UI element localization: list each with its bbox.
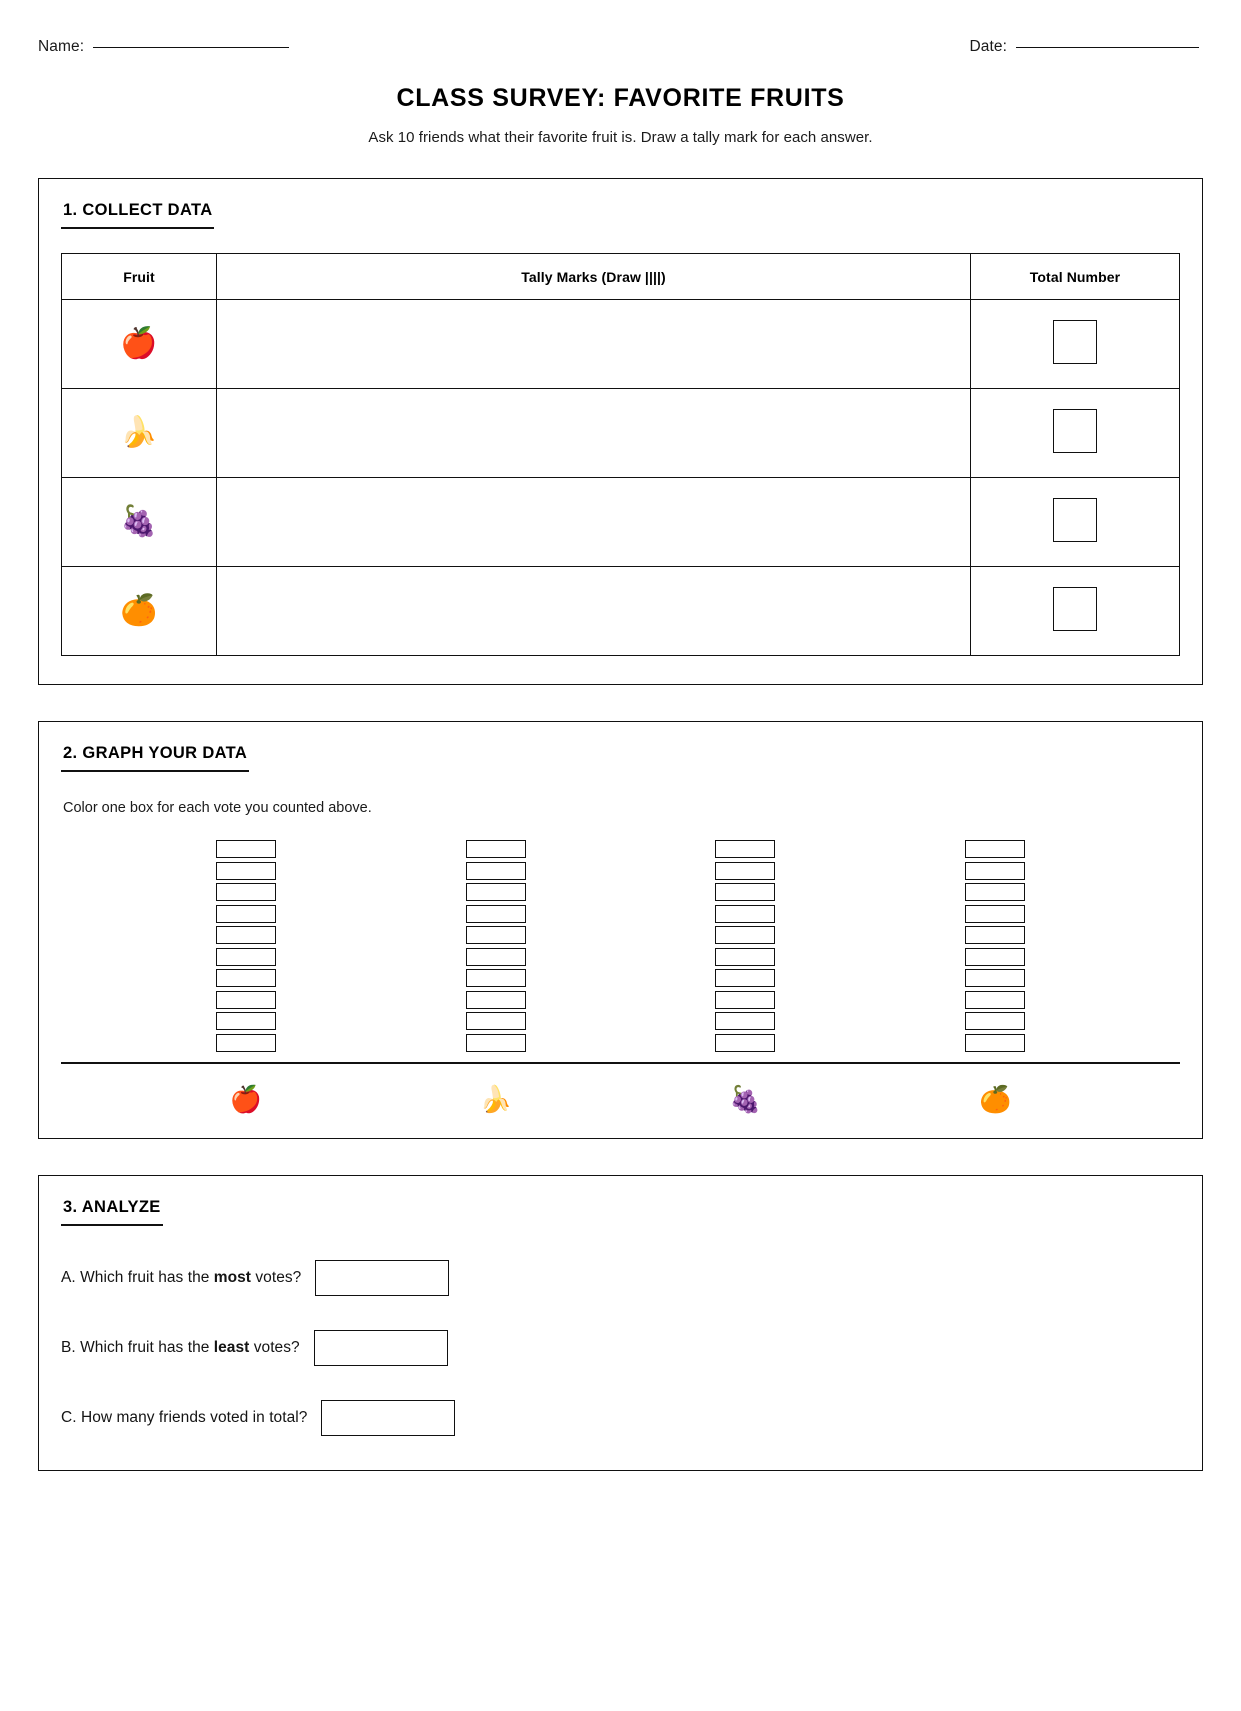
graph-box[interactable] <box>715 862 775 880</box>
question-b-text <box>61 1339 300 1357</box>
total-box-banana[interactable] <box>1053 409 1097 453</box>
apple-icon: 🍎 <box>120 327 158 360</box>
orange-icon: 🍊 <box>120 594 158 627</box>
graph-column-banana <box>466 840 526 1052</box>
graph-box[interactable] <box>466 948 526 966</box>
orange-icon: 🍊 <box>978 1083 1012 1114</box>
total-box-grapes[interactable] <box>1053 498 1097 542</box>
column-header-fruit: Fruit <box>62 254 217 300</box>
graph-box[interactable] <box>965 1012 1025 1030</box>
graph-box[interactable] <box>466 905 526 923</box>
graph-box[interactable] <box>715 1034 775 1052</box>
question-row-a <box>61 1260 1180 1296</box>
graph-box[interactable] <box>965 926 1025 944</box>
question-c-prefix: C. How many friends voted in total? <box>61 1408 308 1426</box>
graph-box[interactable] <box>965 991 1025 1009</box>
graph-box[interactable] <box>715 948 775 966</box>
graph-box[interactable] <box>216 1012 276 1030</box>
graph-box[interactable] <box>216 1034 276 1052</box>
question-row-c <box>61 1400 1180 1436</box>
graph-box[interactable] <box>715 926 775 944</box>
graph-box[interactable] <box>216 905 276 923</box>
question-a-emphasis: most <box>213 1268 252 1286</box>
graph-instruction: Color one box for each vote you counted above. <box>63 800 372 816</box>
date-write-line[interactable] <box>1016 46 1199 48</box>
graph-box[interactable] <box>466 862 526 880</box>
graph-box[interactable] <box>216 969 276 987</box>
apple-icon: 🍎 <box>229 1083 263 1114</box>
answer-box-b[interactable] <box>314 1330 448 1366</box>
grapes-icon: 🍇 <box>729 1083 762 1114</box>
table-row <box>62 478 1180 567</box>
grapes-icon: 🍇 <box>120 505 158 538</box>
question-a-suffix: votes? <box>251 1268 302 1286</box>
section-collect-heading: 1. COLLECT DATA <box>61 201 214 229</box>
graph-box[interactable] <box>216 926 276 944</box>
graph-box[interactable] <box>216 840 276 858</box>
banana-icon: 🍌 <box>479 1083 512 1114</box>
column-header-total: Total Number <box>971 254 1180 300</box>
table-row <box>62 389 1180 478</box>
section-analyze-heading: 3. ANALYZE <box>61 1198 163 1226</box>
graph-column-apple <box>216 840 276 1052</box>
tally-input-apple[interactable] <box>217 300 971 389</box>
graph-box[interactable] <box>466 840 526 858</box>
graph-axis-labels <box>61 1083 1180 1114</box>
graph-box[interactable] <box>216 991 276 1009</box>
graph-box[interactable] <box>965 883 1025 901</box>
graph-box[interactable] <box>715 969 775 987</box>
bar-graph-area <box>61 840 1180 1112</box>
graph-box[interactable] <box>965 948 1025 966</box>
fruit-cell-orange <box>62 567 217 656</box>
graph-box[interactable] <box>466 1012 526 1030</box>
table-row <box>62 300 1180 389</box>
graph-column-orange <box>965 840 1025 1052</box>
tally-input-orange[interactable] <box>217 567 971 656</box>
graph-box[interactable] <box>965 862 1025 880</box>
graph-box[interactable] <box>216 883 276 901</box>
graph-box[interactable] <box>466 1034 526 1052</box>
graph-box[interactable] <box>715 1012 775 1030</box>
table-row <box>62 567 1180 656</box>
graph-box[interactable] <box>965 905 1025 923</box>
question-b-prefix: B. Which fruit has the <box>61 1338 214 1356</box>
title-block <box>38 84 1203 146</box>
date-label: Date: <box>969 38 1007 55</box>
graph-box[interactable] <box>216 948 276 966</box>
page-title: CLASS SURVEY: FAVORITE FRUITS <box>396 84 845 112</box>
name-label: Name: <box>38 38 85 55</box>
question-a-prefix: A. Which fruit has the <box>61 1268 214 1286</box>
fruit-cell-apple <box>62 300 217 389</box>
fruit-cell-banana <box>62 389 217 478</box>
graph-box[interactable] <box>216 862 276 880</box>
graph-box[interactable] <box>965 1034 1025 1052</box>
banana-icon: 🍌 <box>120 416 158 449</box>
graph-box[interactable] <box>466 969 526 987</box>
answer-box-a[interactable] <box>315 1260 449 1296</box>
tally-input-grapes[interactable] <box>217 478 971 567</box>
tally-table <box>61 253 1180 656</box>
graph-box[interactable] <box>466 883 526 901</box>
page-subtitle: Ask 10 friends what their favorite fruit is. Draw a tally mark for each answer. <box>368 129 873 146</box>
total-box-orange[interactable] <box>1053 587 1097 631</box>
total-box-apple[interactable] <box>1053 320 1097 364</box>
graph-box[interactable] <box>715 883 775 901</box>
total-cell-orange <box>971 567 1180 656</box>
table-header-row <box>62 254 1180 300</box>
section-analyze <box>38 1175 1203 1471</box>
graph-box[interactable] <box>466 991 526 1009</box>
total-cell-grapes <box>971 478 1180 567</box>
graph-box[interactable] <box>715 991 775 1009</box>
graph-box[interactable] <box>965 840 1025 858</box>
question-row-b <box>61 1330 1180 1366</box>
graph-columns <box>61 840 1180 1052</box>
section-graph-heading: 2. GRAPH YOUR DATA <box>61 744 249 772</box>
answer-box-c[interactable] <box>321 1400 455 1436</box>
graph-box[interactable] <box>466 926 526 944</box>
question-c-text <box>61 1409 307 1427</box>
tally-input-banana[interactable] <box>217 389 971 478</box>
graph-column-grapes <box>715 840 775 1052</box>
graph-baseline-axis <box>61 1062 1180 1064</box>
total-cell-apple <box>971 300 1180 389</box>
name-field-group <box>38 38 289 56</box>
name-write-line[interactable] <box>93 46 289 48</box>
graph-box[interactable] <box>715 905 775 923</box>
section-collect-data <box>38 178 1203 685</box>
total-cell-banana <box>971 389 1180 478</box>
question-b-suffix: votes? <box>249 1338 300 1356</box>
name-date-row <box>38 38 1203 56</box>
section-graph-data <box>38 721 1203 1139</box>
date-field-group <box>969 38 1199 56</box>
fruit-cell-grapes <box>62 478 217 567</box>
column-header-tally: Tally Marks (Draw ||||) <box>217 254 971 300</box>
question-b-emphasis: least <box>213 1338 250 1356</box>
graph-box[interactable] <box>715 840 775 858</box>
graph-box[interactable] <box>965 969 1025 987</box>
question-a-text <box>61 1269 301 1287</box>
